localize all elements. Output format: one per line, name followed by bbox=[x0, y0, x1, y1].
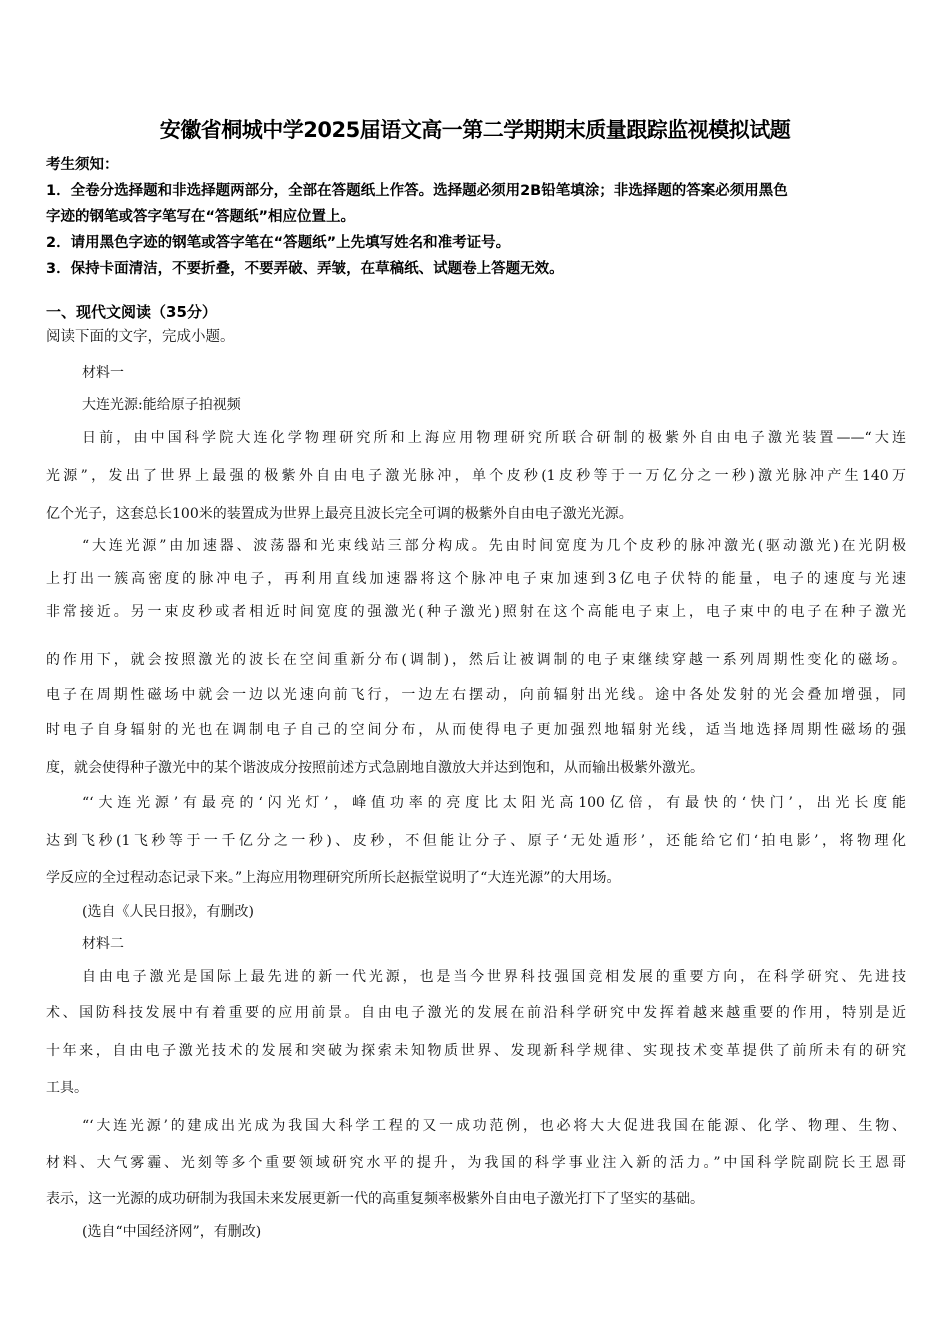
paragraph-line: 日前，由中国科学院大连化学物理研究所和上海应用物理研究所联合研制的极紫外自由电子激光装置——“大连 bbox=[82, 430, 906, 446]
paragraph-line: 度，就会使得种子激光中的某个谐波成分按照前述方式急剧地自激放大并达到饱和，从而输出极紫外激光。 bbox=[46, 760, 704, 776]
material-2-label: 材料二 bbox=[82, 936, 124, 952]
paragraph-line: 亿个光子，这套总长100米的装置成为世界上最亮且波长完全可调的极紫外自由电子激光光源。 bbox=[46, 506, 633, 522]
paragraph-line: “大连光源”由加速器、波荡器和光束线站三部分构成。先由时间宽度为几个皮秒的脉冲激光(驱动激光)在光阴极 bbox=[82, 538, 906, 554]
document-title: 安徽省桐城中学2025届语文高一第二学期期末质量跟踪监视模拟试题 bbox=[159, 118, 791, 142]
notice-line: 3．保持卡面清洁，不要折叠，不要弄破、弄皱，在草稿纸、试题卷上答题无效。 bbox=[46, 261, 564, 277]
material-1-source: (选自《人民日报》，有删改) bbox=[82, 904, 254, 920]
paragraph-line: 上打出一簇高密度的脉冲电子，再利用直线加速器将这个脉冲电子束加速到3亿电子伏特的能量，电子的速度与光速 bbox=[46, 571, 906, 587]
section-heading: 一、现代文阅读（35分） bbox=[46, 303, 217, 321]
paragraph-line: 工具。 bbox=[46, 1080, 88, 1096]
paragraph-line: 的作用下，就会按照激光的波长在空间重新分布(调制)，然后让被调制的电子束继续穿越一系列周期性变化的磁场。 bbox=[46, 652, 906, 668]
paragraph-line: 时电子自身辐射的光也在调制电子自己的空间分布，从而使得电子更加强烈地辐射光线，适当地选择周期性磁场的强 bbox=[46, 722, 906, 738]
paragraph-line: 十年来，自由电子激光技术的发展和突破为探索未知物质世界、发现新科学规律、实现技术变革提供了前所未有的研究 bbox=[46, 1043, 906, 1059]
exam-notice bbox=[46, 152, 906, 282]
section-instruction: 阅读下面的文字，完成小题。 bbox=[46, 329, 235, 345]
paragraph-line: 术、国防科技发展中有着重要的应用前景。自由电子激光的发展在前沿科学研究中发挥着越来越重要的作用，特别是近 bbox=[46, 1005, 906, 1021]
notice-heading: 考生须知： bbox=[46, 157, 119, 173]
paragraph-line: 电子在周期性磁场中就会一边以光速向前飞行，一边左右摆动，向前辐射出光线。途中各处发射的光会叠加增强，同 bbox=[46, 687, 906, 703]
paragraph-line: 表示，这一光源的成功研制为我国未来发展更新一代的高重复频率极紫外自由电子激光打下了坚实的基础。 bbox=[46, 1191, 704, 1207]
material-1-label: 材料一 bbox=[82, 365, 124, 381]
notice-line: 字迹的钢笔或答字笔写在“答题纸”相应位置上。 bbox=[46, 209, 356, 225]
material-1-headline: 大连光源:能给原子拍视频 bbox=[82, 397, 241, 413]
paragraph-line: 材料、大气雾霾、光刻等多个重要领域研究水平的提升，为我国的科学事业注入新的活力。”中国科学院副院长王恩哥 bbox=[46, 1155, 906, 1171]
notice-line: 2．请用黑色字迹的钢笔或答字笔在“答题纸”上先填写姓名和准考证号。 bbox=[46, 235, 511, 251]
notice-line: 1．全卷分选择题和非选择题两部分，全部在答题纸上作答。选择题必须用2B铅笔填涂；非选择题的答案必须用黑色 bbox=[46, 183, 788, 199]
paragraph-line: 学反应的全过程动态记录下来。”上海应用物理研究所所长赵振堂说明了“大连光源”的大用场。 bbox=[46, 870, 621, 886]
paragraph-line: “‘大连光源’有最亮的‘闪光灯’，峰值功率的亮度比太阳光高100亿倍，有最快的‘快门’，出光长度能 bbox=[82, 795, 906, 811]
paragraph-line: 达到飞秒(1飞秒等于一千亿分之一秒)、皮秒，不但能让分子、原子‘无处遁形’，还能给它们‘拍电影’，将物理化 bbox=[46, 833, 906, 849]
paragraph-line: 自由电子激光是国际上最先进的新一代光源，也是当今世界科技强国竞相发展的重要方向，在科学研究、先进技 bbox=[82, 969, 906, 985]
paragraph-line: “‘大连光源’的建成出光成为我国大科学工程的又一成功范例，也必将大大促进我国在能源、化学、物理、生物、 bbox=[82, 1118, 906, 1134]
paragraph-line: 光源”，发出了世界上最强的极紫外自由电子激光脉冲，单个皮秒(1皮秒等于一万亿分之一秒)激光脉冲产生140万 bbox=[46, 468, 906, 484]
paragraph-line: 非常接近。另一束皮秒或者相近时间宽度的强激光(种子激光)照射在这个高能电子束上，电子束中的电子在种子激光 bbox=[46, 604, 906, 620]
material-2-source: (选自“中国经济网”，有删改) bbox=[82, 1224, 262, 1240]
